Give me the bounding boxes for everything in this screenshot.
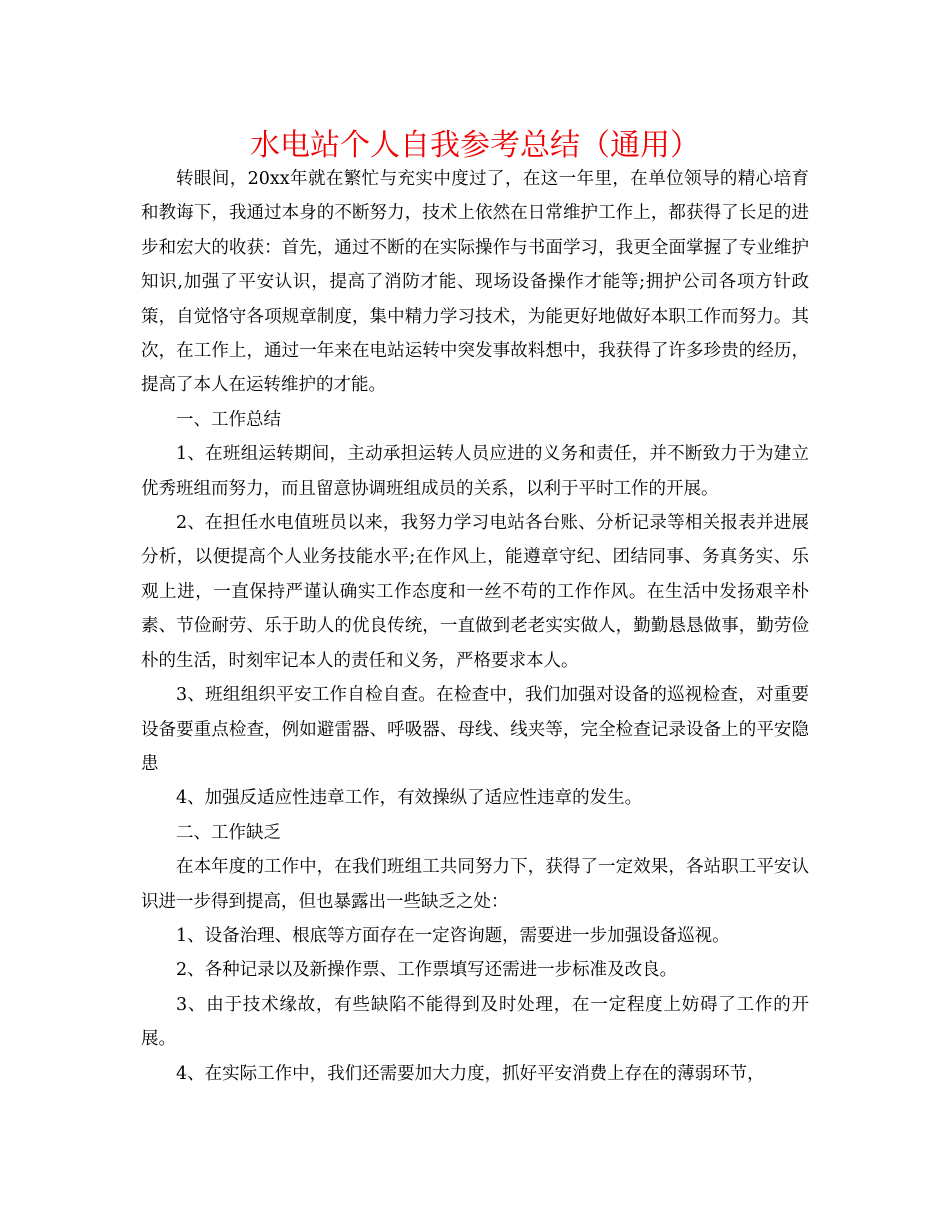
paragraph-summary-item-3: 3、班组组织平安工作自检自查。在检查中，我们加强对设备的巡视检查，对重要设备要重点检查，例如避雷器、呼吸器、母线、线夹等，完全检查记录设备上的平安隐患 [141, 685, 809, 774]
paragraph-shortcomings-intro: 在本年度的工作中，在我们班组工共同努力下，获得了一定效果，各站职工平安认识进一步得到提高，但也暴露出一些缺乏之处： [141, 857, 809, 912]
paragraph-summary-item-1: 1、在班组运转期间，主动承担运转人员应进的义务和责任，并不断致力于为建立优秀班组而努力，而且留意协调班组成员的关系，以利于平时工作的开展。 [141, 444, 809, 499]
paragraph-intro: 转眼间，20xx年就在繁忙与充实中度过了，在这一年里，在单位领导的精心培育和教诲下，我通过本身的不断努力，技术上依然在日常维护工作上，都获得了长足的进步和宏大的收获：首先，通过不断的在实际操作与书面学习，我更全面掌握了专业维护知识,加强了平安认识，提高了消防才能、现场设备操作才能等;拥护公司各项方针政策，自觉恪守各项规章制度，集中精力学习技术，为能更好地做好本职工作而努力。其次，在工作上，通过一年来在电站运转中突发事故料想中，我获得了许多珍贵的经历，提高了本人在运转维护的才能。 [141, 169, 809, 396]
paragraph-summary-item-4: 4、加强反适应性违章工作，有效操纵了适应性违章的发生。 [176, 788, 643, 809]
section-heading-work-summary: 一、工作总结 [176, 409, 281, 430]
paragraph-summary-item-2: 2、在担任水电值班员以来，我努力学习电站各台账、分析记录等相关报表并进展分析，以便提高个人业务技能水平;在作风上，能遵章守纪、团结同事、务真务实、乐观上进，一直保持严谨认确实工作态度和一丝不苟的工作作风。在生活中发扬艰辛朴素、节俭耐劳、乐于助人的优良传统，一直做到老老实实做人，勤勤恳恳做事，勤劳俭朴的生活，时刻牢记本人的责任和义务，严格要求本人。 [141, 513, 809, 671]
section-heading-shortcomings: 二、工作缺乏 [176, 822, 281, 843]
document-title: 水电站个人自我参考总结（通用） [250, 128, 700, 163]
paragraph-shortcoming-item-2: 2、各种记录以及新操作票、工作票填写还需进一步标准及改良。 [176, 960, 678, 981]
paragraph-shortcoming-item-3: 3、由于技术缘故，有些缺陷不能得到及时处理，在一定程度上妨碍了工作的开展。 [141, 994, 809, 1050]
document-body [141, 162, 809, 1091]
paragraph-shortcoming-item-1: 1、设备治理、根底等方面存在一定咨询题，需要进一步加强设备巡视。 [176, 925, 730, 946]
paragraph-shortcoming-item-4: 4、在实际工作中，我们还需要加大力度，抓好平安消费上存在的薄弱环节， [176, 1063, 765, 1084]
